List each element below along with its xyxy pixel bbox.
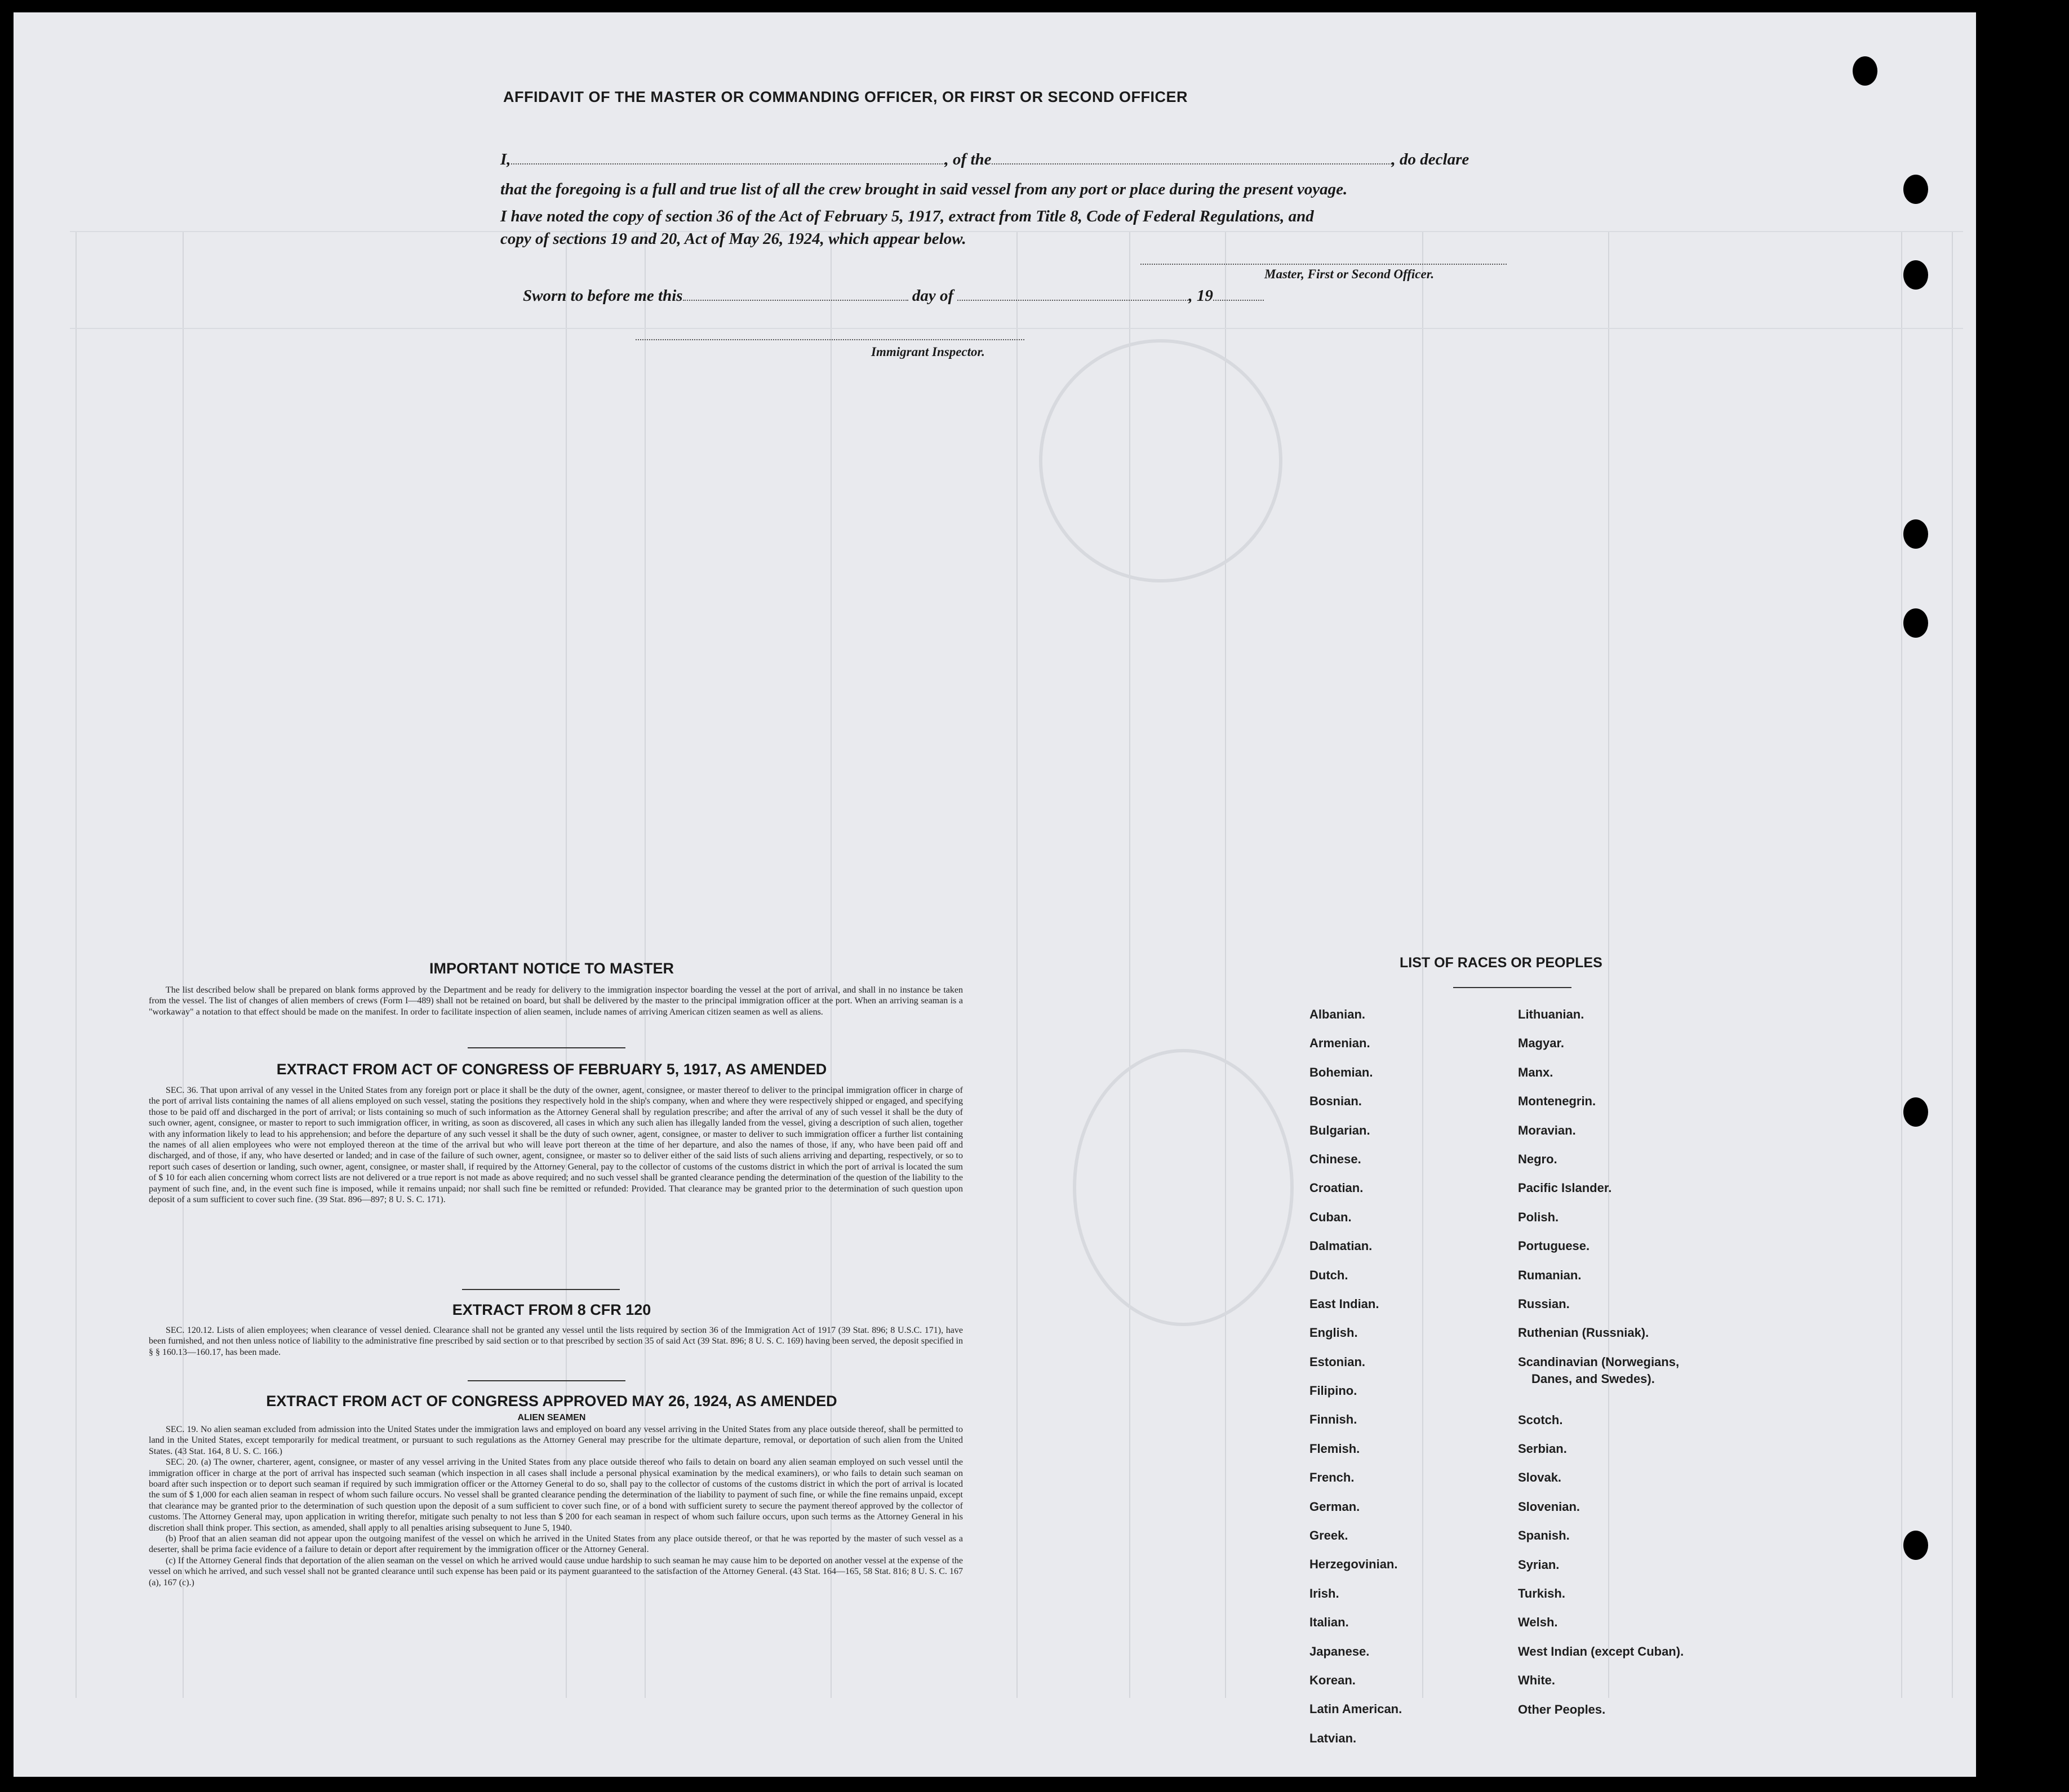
- race-item: Dalmatian.: [1309, 1239, 1373, 1253]
- sec-20a-text: SEC. 20. (a) The owner, charterer, agent, consignee, or master of any vessel arriving in the United States from any place outside thereof who fails to detain on board any alien seaman employed on such vessel until the immigration officer in charge at the port of arrival has inspected such seaman (which inspection in all cases shall include a personal physical examination by the medical examiners), or who fails to detain such seaman on board after such inspection or to deport such seaman if required by such immigration officer or the Attorney General to do so, shall pay to the collector of customs of the customs district in which the port of arrival is located the sum of $ 1,000 for each alien seaman in respect of whom such failure occurs. No vessel shall be granted clearance pending the determination of the liability to payment of such fine, or while the fine remains unpaid, except that clearance may be granted prior to the determination of such question upon the deposit of a sum sufficient to cover such fine, or of a bond with sufficient surety to secure the payment thereof approved by the collector of customs. The Attorney General may, upon application in writing therefor, mitigate such penalty to not less than $ 200 for each seaman in respect of whom such failure occurs, upon such terms as the Attorney General in his discretion shall think proper. This section, as amended, shall apply to all penalties arising subsequent to June 5, 1940.: [149, 1457, 963, 1533]
- race-item: Cuban.: [1309, 1210, 1352, 1224]
- divider: [1453, 987, 1571, 988]
- sec-20b-text: (b) Proof that an alien seaman did not appear upon the outgoing manifest of the vessel on which he arrived in the United States from any place outside thereof, or that he was reported by the master of such vessel as a deserter, shall be prima facie evidence of a failure to detain or deport after requirement by the immigration officer or the Attorney General.: [149, 1534, 963, 1555]
- ghost-row-line: [70, 231, 1963, 232]
- race-item: Filipino.: [1309, 1384, 1357, 1398]
- race-item: French.: [1309, 1470, 1355, 1485]
- race-item: Montenegrin.: [1518, 1094, 1596, 1109]
- punch-hole: [1853, 56, 1877, 86]
- extract-cfr-title: EXTRACT FROM 8 CFR 120: [452, 1301, 651, 1318]
- race-item: Other Peoples.: [1518, 1702, 1606, 1717]
- race-item: Bulgarian.: [1309, 1123, 1370, 1137]
- race-item: Scandinavian (Norwegians, Danes, and Swedes).: [1518, 1355, 1684, 1413]
- ghost-column-line: [1016, 232, 1018, 1698]
- race-item: Negro.: [1518, 1151, 1557, 1166]
- race-item: Scotch.: [1518, 1412, 1563, 1427]
- extract-cfr-body: SEC. 120.12. Lists of alien employees; when clearance of vessel denied. Clearance shall not be granted any vessel until the lists required by section 36 of the Immigration Act of 1917 (39 Stat. 896; 8 U.S.C. 171), have been furnished, and not then unless notice of liability to the administrative fine prescribed by said section or to that prescribed by section 35 of said Act (39 Stat. 896; 8 U. S. C. 169) having been served, the deposit specified in § § 160.13—160.17, has been made.: [149, 1326, 963, 1357]
- notice-title: IMPORTANT NOTICE TO MASTER: [429, 960, 674, 977]
- race-item: Portuguese.: [1518, 1239, 1590, 1253]
- faint-stamp: [1039, 339, 1282, 582]
- race-item: Flemish.: [1309, 1441, 1360, 1456]
- sec-20c-text: (c) If the Attorney General finds that deportation of the alien seaman on the vessel on which he arrived would cause undue hardship to such seaman he may cause him to be deported on another vessel at the expense of the vessel on which he arrived, and such vessel shall not be granted clearance until such expense has been paid or its payment guaranteed to the satisfaction of the Attorney General. (43 Stat. 164—165, 58 Stat. 816; 8 U. S. C. 167 (a), 167 (c).): [149, 1555, 963, 1588]
- races-right-column: [1518, 1007, 1684, 1731]
- races-left-column: [1309, 1007, 1402, 1760]
- race-item: Pacific Islander.: [1518, 1181, 1612, 1195]
- race-item: Armenian.: [1309, 1036, 1370, 1051]
- affidavit-title: AFFIDAVIT OF THE MASTER OR COMMANDING OFFICER, OR FIRST OR SECOND OFFICER: [503, 88, 1188, 105]
- inspector-signature-line: [636, 339, 1024, 340]
- race-item: White.: [1518, 1673, 1555, 1688]
- extract-1917-body: SEC. 36. That upon arrival of any vessel in the United States from any foreign port or place it shall be the duty of the owner, agent, consignee, or master thereof to deliver to the principal immigration officer in charge of the port of arrival lists containing the names of all aliens employed on such vessel, stating the positions they respectively hold in the ship's company, when and where they were respectively shipped or engaged, and specifying those to be paid off and discharged in the port of arrival; or lists containing so much of such information as the Attorney General shall by regulation prescribe; and after the arrival of any of such vessel it shall be the duty of such owner, agent, consignee, or master to report to such immigration officer, in writing, as soon as discovered, all cases in which any such alien has illegally landed from the vessel, giving a description of such alien, together with any information likely to lead to his apprehension; and before the departure of any such vessel it shall be the duty of such owner, agent, consignee, or master to deliver to such immigration officer a further list containing the names of all alien employees who were not employed thereon at the time of the arrival but who will leave port thereon at the time of her departure, and also the names of those, if any, who have been paid off and discharged, and of those, if any, who have deserted or landed; and in case of the failure of such owner, agent, consignee, or master so to deliver either of the said lists of such aliens arriving and departing, respectively, or so to report such cases of desertion or landing, such owner, agent, consignee, or master shall, if required by the Attorney General, pay to the collector of customs of the customs district in which the port of arrival is located the sum of $ 10 for each alien concerning whom correct lists are not delivered or a true report is not made as above required; and no such vessel shall be granted clearance pending the determination of the question of the liability to the payment of such fine, and, in the event such fine is imposed, while it remains unpaid; nor shall such fine be remitted or refunded: Provided. That clearance may be granted prior to the determination of such question upon deposit of a sum sufficient to cover such fine. (39 Stat. 896—897; 8 U. S. C. 171).: [149, 1086, 963, 1205]
- race-item: Estonian.: [1309, 1354, 1366, 1369]
- race-item: West Indian (except Cuban).: [1518, 1644, 1684, 1658]
- race-item: Japanese.: [1309, 1644, 1370, 1658]
- inspector-label: Immigrant Inspector.: [871, 345, 985, 359]
- race-item: Dutch.: [1309, 1268, 1348, 1282]
- races-title: LIST OF RACES OR PEOPLES: [1400, 955, 1602, 971]
- race-item-continuation: Danes, and Swedes).: [1531, 1371, 1655, 1386]
- race-item: Korean.: [1309, 1673, 1356, 1687]
- race-item: Italian.: [1309, 1615, 1349, 1630]
- race-item: Herzegovinian.: [1309, 1557, 1398, 1572]
- sworn-line: Sworn to before me this day of , 19: [523, 287, 1264, 305]
- race-item: Irish.: [1309, 1586, 1339, 1600]
- divider: [468, 1047, 625, 1048]
- race-item: Greek.: [1309, 1528, 1348, 1543]
- race-item: Magyar.: [1518, 1036, 1564, 1051]
- faint-stamp: [1073, 1049, 1294, 1326]
- race-item: Rumanian.: [1518, 1268, 1582, 1282]
- punch-hole: [1903, 260, 1928, 290]
- race-item: Bosnian.: [1309, 1094, 1362, 1109]
- extract-1924-body: [149, 1424, 963, 1588]
- race-item: Finnish.: [1309, 1412, 1357, 1427]
- affidavit-line-4: copy of sections 19 and 20, Act of May 26, 1924, which appear below.: [500, 230, 966, 248]
- affidavit-line-3: I have noted the copy of section 36 of the Act of February 5, 1917, extract from Title 8, Code of Federal Regulations, and: [500, 207, 1314, 225]
- ghost-column-line: [1952, 232, 1953, 1698]
- race-item: Croatian.: [1309, 1181, 1364, 1195]
- affidavit-line-2: that the foregoing is a full and true list of all the crew brought in said vessel from any port or place during the present voyage.: [500, 180, 1348, 198]
- race-item: Slovak.: [1518, 1470, 1562, 1485]
- ghost-column-line: [76, 232, 77, 1698]
- race-item: Polish.: [1518, 1210, 1559, 1224]
- divider: [462, 1289, 620, 1290]
- notice-body: The list described below shall be prepared on blank forms approved by the Department and be ready for delivery to the immigration inspector boarding the vessel at the port of arrival, and shall in no instance be taken from the vessel. The list of changes of alien members of crews (Form I—489) shall not be retained on board, but shall be delivered by the master to the principal immigration officer at the port. When an arriving seaman is a "workaway" a notation to that effect should be made on the manifest. In order to facilitate inspection of alien seamen, include names of arriving American citizen seamen as well as aliens.: [149, 985, 963, 1017]
- punch-hole: [1903, 175, 1928, 204]
- race-item: Manx.: [1518, 1065, 1553, 1079]
- race-item: Moravian.: [1518, 1123, 1576, 1137]
- race-item: Welsh.: [1518, 1615, 1558, 1630]
- race-item: Russian.: [1518, 1296, 1570, 1311]
- race-item: Spanish.: [1518, 1528, 1570, 1543]
- ghost-column-line: [1901, 232, 1902, 1698]
- extract-1924-title: EXTRACT FROM ACT OF CONGRESS APPROVED MAY 26, 1924, AS AMENDED: [266, 1393, 837, 1409]
- punch-hole: [1903, 1097, 1928, 1127]
- race-item: Serbian.: [1518, 1442, 1567, 1456]
- affidavit-declaration-line: I, , of the , do declare: [500, 150, 1469, 168]
- race-item: Latvian.: [1309, 1731, 1357, 1745]
- punch-hole: [1903, 608, 1928, 638]
- race-item: Syrian.: [1518, 1557, 1560, 1572]
- sec-19-text: SEC. 19. No alien seaman excluded from admission into the United States under the immigration laws and employed on board any vessel arriving in the United States from any place outside thereof, shall be permitted to land in the United States, except temporarily for medical treatment, or pursuant to such regulations as the Attorney General may prescribe for the ultimate departure, removal, or deportation of such alien from the United States. (43 Stat. 164, 8 U. S. C. 166.): [149, 1425, 963, 1456]
- race-item: Bohemian.: [1309, 1065, 1373, 1079]
- race-item: East Indian.: [1309, 1296, 1379, 1311]
- master-label: Master, First or Second Officer.: [1264, 267, 1435, 281]
- race-item: German.: [1309, 1499, 1360, 1514]
- punch-hole: [1903, 1531, 1928, 1560]
- race-item: Chinese.: [1309, 1151, 1361, 1166]
- race-item: Lithuanian.: [1518, 1007, 1584, 1021]
- race-item: Slovenian.: [1518, 1499, 1580, 1514]
- race-item: Turkish.: [1518, 1586, 1565, 1601]
- race-item: Latin American.: [1309, 1702, 1402, 1717]
- race-item: English.: [1309, 1326, 1358, 1340]
- master-signature-line: [1140, 264, 1507, 265]
- race-item: Albanian.: [1309, 1007, 1366, 1021]
- divider: [468, 1380, 625, 1381]
- punch-hole: [1903, 519, 1928, 549]
- race-item: Ruthenian (Russniak).: [1518, 1326, 1649, 1340]
- manifest-sheet: [14, 12, 1976, 1777]
- extract-1917-title: EXTRACT FROM ACT OF CONGRESS OF FEBRUARY 5, 1917, AS AMENDED: [276, 1061, 827, 1078]
- ghost-row-line: [70, 328, 1963, 329]
- alien-seamen-subtitle: ALIEN SEAMEN: [517, 1413, 586, 1422]
